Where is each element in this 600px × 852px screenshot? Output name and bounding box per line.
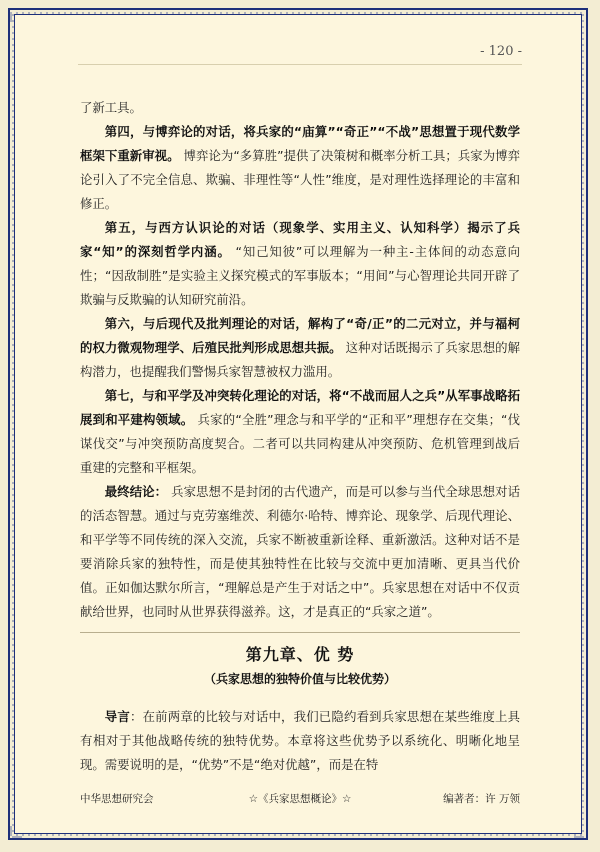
chapter-subtitle: （兵家思想的独特价值与比较优势） [203,672,396,686]
intro-text: ：在前两章的比较与对话中，我们已隐约看到兵家思想在某些维度上具有相对于其他战略传统的独特优势。本章将这些优势予以系统化、明晰化地呈现。需要说明的是，“优势”不是“绝对优越”，而是在特 [80,709,521,772]
paragraph-text: 博弈论为“多算胜”提供了决策树和概率分析工具；兵家为博弈论引入了不完全信息、欺骗、非理性等“人性”维度，是对理性选择理论的丰富和修正。 [80,148,521,211]
paragraph-heading: 第七，与和平学及冲突转化理论的对话，将“不战而屈人之兵”从军事战略拓展到和平建构领域。 [80,388,520,427]
paragraph [80,96,520,120]
header-rule [78,64,522,65]
paragraph-heading: 第五，与西方认识论的对话（现象学、实用主义、认知科学）揭示了兵家“知”的深刻哲学内涵。 [80,220,520,259]
paragraph [80,384,520,480]
section-divider [80,632,520,633]
page-footer [80,791,520,807]
page-content [80,96,520,777]
intro-heading: 导言 [104,709,130,724]
paragraph-heading: 第六，与后现代及批判理论的对话，解构了“奇/正”的二元对立，并与福柯的权力微观物理学、后殖民批判形成思想共振。 [80,316,520,355]
paragraph [80,312,520,384]
chapter-title: 第九章、优 势 [245,645,355,664]
footer-author: 编著者：许 万领 [443,793,520,805]
paragraph-text: 这种对话既揭示了兵家思想的解构潜力，也提醒我们警惕兵家智慧被权力滥用。 [80,340,520,379]
footer-book-title: ☆《兵家思想概论》☆ [248,793,352,805]
intro-paragraph [80,705,520,777]
conclusion-text: 兵家思想不是封闭的古代遗产，而是可以参与当代全球思想对话的活态智慧。通过与克劳塞维茨、利德尔·哈特、博弈论、现象学、后现代理论、和平学等不同传统的深入交流，兵家不断被重新诠释、重新激活。这种对话不是要消除兵家的独特性，而是使其独特性在比较与交流中更加清晰、更具当代价值。正如伽达默尔所言，“理解总是产生于对话之中”。兵家思想在对话中不仅贡献给世界，也同时从世界获得滋养。这，才是真正的“兵家之道”。 [80,484,520,619]
page-number: - 120 - [480,44,522,59]
paragraph-text: “知己知彼”可以理解为一种主-主体间的动态意向性；“因敌制胜”是实验主义探究模式的军事版本；“用间”与心智理论共同开辟了欺骗与反欺骗的认知研究前沿。 [80,244,520,307]
paragraph-text: 兵家的“全胜”理念与和平学的“正和平”理想存在交集；“伐谋伐交”与冲突预防高度契合。二者可以共同构建从冲突预防、危机管理到战后重建的完整和平框架。 [80,412,520,475]
paragraph-heading: 第四，与博弈论的对话，将兵家的“庙算”“奇正”“不战”思想置于现代数学框架下重新审视。 [80,124,520,163]
footer-publisher: 中华思想研究会 [80,793,154,805]
conclusion-paragraph [80,480,520,624]
paragraph [80,120,520,216]
conclusion-heading: 最终结论： [104,484,168,499]
paragraph [80,216,520,312]
paragraph-text: 了新工具。 [80,100,142,115]
